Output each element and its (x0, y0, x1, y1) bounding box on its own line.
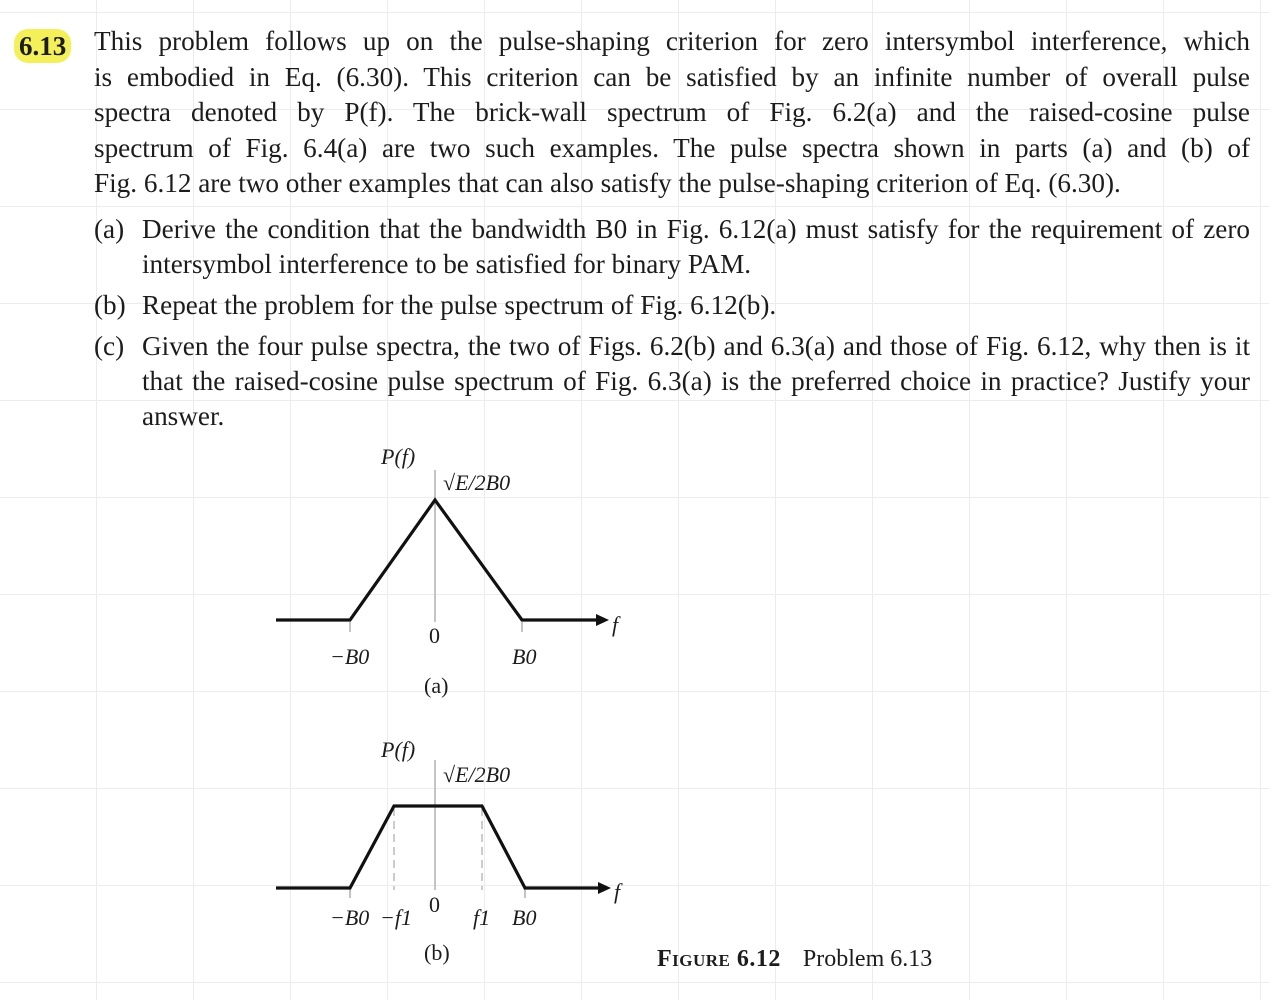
part-label: (c) (94, 331, 125, 361)
tick-label: −f1 (380, 905, 412, 930)
tick-label: −B0 (330, 905, 370, 930)
trapezoid-spectrum-curve (276, 806, 598, 888)
part-label: (b) (94, 290, 126, 320)
f-axis-label: f (614, 879, 621, 904)
stem-line: spectrum of Fig. 6.4(a) are two such examples. The pulse spectra shown in parts (a) and (b) of (94, 132, 1250, 163)
stem-line: is embodied in Eq. (6.30). This criterion can be satisfied by an infinite number of overall pulse (94, 61, 1250, 92)
stem-line: Fig. 6.12 are two other examples that can also satisfy the pulse-shaping criterion of Eq. (6.30). (94, 168, 1121, 198)
f-axis-label: f (612, 612, 619, 637)
part-label: (a) (94, 214, 125, 244)
tick-label: f1 (473, 905, 491, 930)
figure-sublabel: (a) (424, 673, 449, 698)
caption-label: Figure 6.12 (657, 946, 781, 972)
tick-label: 0 (429, 892, 440, 917)
part-text: Given the four pulse spectra, the two of Figs. 6.2(b) and 6.3(a) and those of Fig. 6.12, why then is it that the raised-cosine pulse spectrum of Fig. 6.3(a) is the preferred choice in practice? Justify your answer. (142, 331, 1250, 431)
y-axis-label: P(f) (381, 737, 416, 762)
tick-label: 0 (429, 623, 440, 648)
tick-label: B0 (512, 905, 537, 930)
figure-sublabel: (b) (424, 940, 450, 965)
part-text: Derive the condition that the bandwidth B0 in Fig. 6.12(a) must satisfy for the requirement of zero intersymbol interference to be satisfied for binary PAM. (142, 214, 1250, 279)
part-text: Repeat the problem for the pulse spectrum of Fig. 6.12(b). (142, 290, 777, 320)
figure-a (276, 444, 621, 698)
arrowhead (596, 614, 609, 626)
figure-b (276, 737, 623, 965)
tick-label: B0 (512, 644, 537, 669)
y-axis-label: P(f) (381, 444, 416, 469)
triangle-spectrum-curve (276, 500, 596, 620)
arrowhead (598, 882, 611, 894)
caption-text: Problem 6.13 (802, 946, 933, 972)
tick-label: −B0 (330, 644, 370, 669)
peak-label: √E/2B0 (443, 762, 511, 787)
figure-caption (657, 946, 932, 973)
peak-label: √E/2B0 (443, 470, 511, 495)
stem-line: spectra denoted by P(f). The brick-wall spectrum of Fig. 6.2(a) and the raised-cosine pulse (94, 97, 1250, 127)
problem-number: 6.13 (14, 29, 71, 63)
stem-line: This problem follows up on the pulse-shaping criterion for zero intersymbol interference, which (94, 26, 1250, 56)
